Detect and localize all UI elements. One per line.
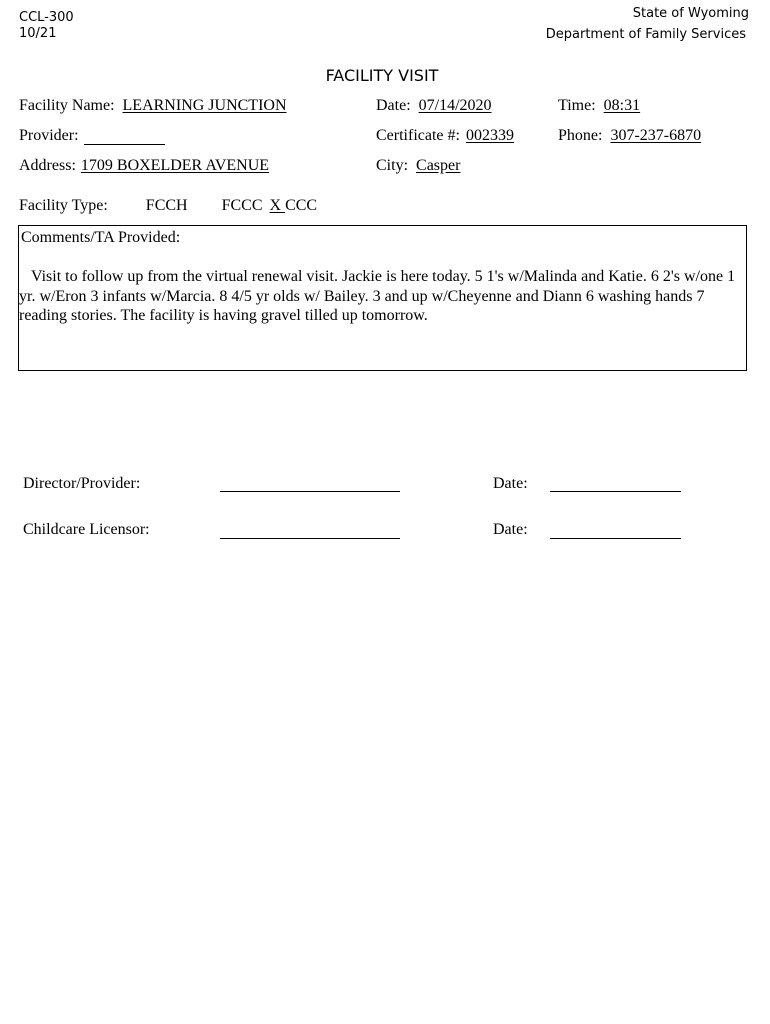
facility-type-mark [196, 197, 218, 215]
department-name: Department of Family Services [545, 27, 746, 42]
provider-field [19, 127, 79, 145]
city-value: Casper [416, 157, 461, 174]
licensor-date-label: Date: [493, 521, 528, 538]
visit-time-field [558, 97, 640, 115]
phone-label: Phone: [558, 127, 603, 144]
city-label: City: [376, 157, 409, 174]
phone-field [558, 127, 701, 145]
facility-name-field [19, 97, 287, 115]
facility-type-name: CCC [285, 197, 318, 214]
licensor-signature-line[interactable] [220, 538, 400, 539]
director-signature-line[interactable] [220, 491, 400, 492]
visit-date-label: Date: [376, 97, 411, 114]
state-name: State of Wyoming [632, 6, 749, 21]
facility-name-label: Facility Name: [19, 97, 115, 114]
visit-time-value: 08:31 [603, 97, 641, 114]
director-date-line[interactable] [550, 491, 681, 492]
visit-date-value: 07/14/2020 [418, 97, 492, 114]
facility-type-mark: X [269, 197, 282, 214]
address-value: 1709 BOXELDER AVENUE [80, 157, 270, 174]
certificate-field [376, 127, 514, 145]
provider-blank-line [84, 144, 165, 145]
phone-value: 307-237-6870 [610, 127, 702, 144]
facility-type-option [196, 197, 267, 214]
comments-box [18, 225, 747, 371]
facility-type-option [118, 197, 192, 214]
director-date-label: Date: [493, 475, 528, 492]
facility-type-field [19, 197, 317, 215]
licensor-date-line[interactable] [550, 538, 681, 539]
address-label: Address: [19, 157, 76, 174]
childcare-licensor-label: Childcare Licensor: [23, 521, 150, 538]
facility-type-mark [118, 197, 142, 215]
certificate-value: 002339 [465, 127, 514, 144]
comments-label: Comments/TA Provided: [21, 229, 181, 246]
city-field [376, 157, 460, 175]
facility-type-label: Facility Type: [19, 197, 108, 214]
visit-time-label: Time: [558, 97, 596, 114]
certificate-label: Certificate #: [376, 127, 460, 144]
address-field [19, 157, 269, 175]
comments-text: Visit to follow up from the virtual renewal visit. Jackie is here today. 5 1's w/Malinda and Katie. 6 2's w/one 1 yr. w/Eron 3 infants w/Marcia. 8 4/5 yr olds w/ Bailey. 3 and up w/Cheyenne and Diann 6 washing hands 7 reading stories. The facility is having gravel tilled up tomorrow. [19, 268, 736, 324]
provider-label: Provider: [19, 127, 79, 144]
facility-name-value: LEARNING JUNCTION [122, 97, 287, 114]
page-title: FACILITY VISIT [325, 66, 439, 85]
facility-type-option [270, 197, 318, 214]
facility-type-name: FCCH [145, 197, 188, 214]
form-code: CCL-300 [19, 10, 74, 25]
director-provider-label: Director/Provider: [23, 475, 141, 492]
form-revision-date: 10/21 [19, 26, 57, 41]
visit-date-field [376, 97, 492, 115]
facility-type-name: FCCC [221, 197, 263, 214]
